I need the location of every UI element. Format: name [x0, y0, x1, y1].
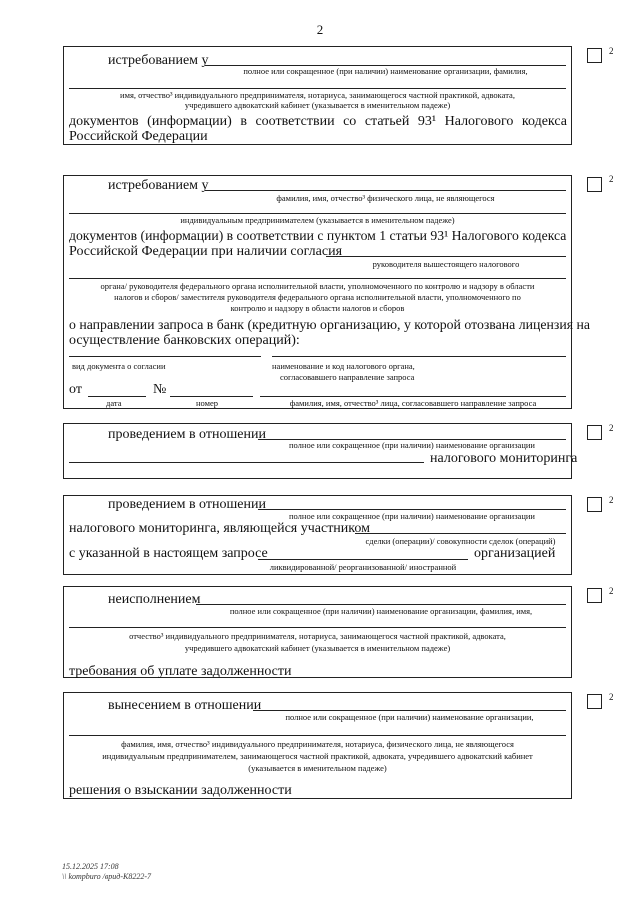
block2-from-label: от [69, 382, 82, 397]
block4-text-line-3a: с указанной в настоящем запросе [69, 546, 268, 561]
block5-caption-3: учредившего адвокатский кабинет (указывается в именительном падеже) [184, 643, 451, 653]
option-checkbox-5[interactable] [587, 588, 602, 603]
option-checkbox-4[interactable] [587, 497, 602, 512]
block4-text-line-3b: организацией [474, 546, 556, 561]
w: документов [69, 114, 139, 129]
checkbox-footnote-mark: 2 [609, 586, 614, 596]
block2-text-line-4: о направлении запроса в банк (кредитную организацию, у которой отозвана лицензия на [69, 317, 591, 332]
block1-caption-2: имя, отчество³ индивидуального предпринимателя, нотариуса, занимающегося частной практикой, адвоката, [120, 90, 515, 100]
w: Налогового [444, 114, 514, 129]
block2-caption-1: фамилия, имя, отчество³ физического лица, не являющегося [276, 193, 495, 203]
block1-lead-text: истребованием у [108, 53, 209, 68]
block4-org-type-field[interactable] [258, 559, 468, 560]
option-checkbox-1[interactable] [587, 48, 602, 63]
block1-caption-3: учредившего адвокатский кабинет (указывается в именительном падеже) [184, 100, 451, 110]
block1-caption-1: полное или сокращенное (при наличии) наименование организации, фамилия, [243, 66, 528, 76]
checkbox-footnote-mark: 2 [609, 46, 614, 56]
block2-caption-5: налогов и сборов/ заместителя руководителя федерального органа исполнительной власти, уполномоченного по [114, 292, 521, 302]
block2-caption-7: вид документа о согласии [72, 361, 166, 371]
block2-approver-field[interactable] [260, 396, 566, 397]
block4-caption-1: полное или сокращенное (при наличии) наименование организации [289, 511, 535, 521]
block2-caption-4: органа/ руководителя федерального органа исполнительной власти, уполномоченного по контролю и надзору в области [100, 281, 535, 291]
block2-consent-field-2[interactable] [69, 278, 566, 279]
w: (информации) [147, 114, 232, 129]
block2-person-field[interactable] [205, 190, 566, 191]
option-checkbox-2[interactable] [587, 177, 602, 192]
block1-name-field[interactable] [69, 88, 566, 89]
block2-date-field[interactable] [88, 396, 146, 397]
block2-lead-text: истребованием у [108, 178, 209, 193]
block4-text-line-2: налогового мониторинга, являющейся участником [69, 521, 370, 536]
block1-text-line-3: Российской Федерации [69, 129, 208, 144]
block6-caption-3: индивидуальным предпринимателем, занимающегося частной практикой, адвоката, учредившего адвокатский кабинет [102, 751, 533, 761]
block2-caption-3: руководителя вышестоящего налогового [372, 259, 520, 269]
w: соответствии [255, 114, 335, 129]
block2-caption-9: согласовавшего направление запроса [280, 372, 415, 382]
block3-text-line-2: налогового мониторинга [430, 451, 578, 466]
w: кодекса [521, 114, 567, 129]
w: статьей [364, 114, 410, 129]
block6-org-name-field[interactable] [253, 710, 566, 711]
block2-caption-2: индивидуальным предпринимателем (указывается в именительном падеже) [180, 215, 455, 225]
block5-text-line-2: требования об уплате задолженности [69, 664, 292, 679]
option-checkbox-3[interactable] [587, 425, 602, 440]
checkbox-footnote-mark: 2 [609, 692, 614, 702]
block2-person-field-2[interactable] [69, 213, 566, 214]
block6-lead-text: вынесением в отношении [108, 698, 262, 713]
block1-justified-line [69, 114, 567, 130]
block6-text-line-2: решения о взыскании задолженности [69, 783, 292, 798]
block2-caption-10: дата [106, 398, 122, 408]
block2-number-field[interactable] [170, 396, 253, 397]
checkbox-footnote-mark: 2 [609, 423, 614, 433]
block2-text-line-3: Российской Федерации при наличии согласия [69, 244, 343, 259]
block4-org-name-field[interactable] [258, 509, 566, 510]
block3-caption-1: полное или сокращенное (при наличии) наименование организации [289, 440, 535, 450]
block2-caption-6: контролю и надзору в области налогов и сборов [230, 303, 405, 313]
block2-doc-type-field[interactable] [69, 356, 261, 357]
page-number: 2 [316, 22, 324, 37]
option-checkbox-6[interactable] [587, 694, 602, 709]
block5-org-name-field[interactable] [196, 604, 566, 605]
block5-caption-2: отчество³ индивидуального предпринимателя, нотариуса, занимающегося частной практикой, адвоката, [129, 631, 506, 641]
block3-org-name-field-2[interactable] [69, 462, 424, 463]
block2-text-line-5: осуществление банковских операций): [69, 333, 300, 348]
w: в [240, 114, 247, 129]
checkbox-footnote-mark: 2 [609, 495, 614, 505]
block6-caption-2: фамилия, имя, отчество³ индивидуального предпринимателя, нотариуса, физического лица, не являющегося [121, 739, 514, 749]
block2-caption-12: фамилия, имя, отчество³ лица, согласовавшего направление запроса [289, 398, 537, 408]
block5-lead-text: неисполнением [108, 592, 201, 607]
block4-caption-2: сделки (операции)/ совокупности сделок (операций) [365, 536, 556, 546]
footer-timestamp: 15.12.2025 17:08 [62, 862, 119, 871]
block6-caption-4: (указывается в именительном падеже) [248, 763, 387, 773]
block4-lead-text: проведением в отношении [108, 497, 266, 512]
block5-caption-1: полное или сокращенное (при наличии) наименование организации, фамилия, имя, [229, 606, 533, 616]
block2-number-label: № [153, 382, 167, 397]
block3-lead-text: проведением в отношении [108, 427, 266, 442]
block6-caption-1: полное или сокращенное (при наличии) наименование организации, [285, 712, 534, 722]
block6-name-field[interactable] [69, 735, 566, 736]
block2-consent-field[interactable] [326, 256, 566, 257]
block5-name-field[interactable] [69, 627, 566, 628]
block2-text-line-2: документов (информации) в соответствии с пунктом 1 статьи 93¹ Налогового кодекса [69, 228, 567, 243]
block2-caption-8: наименование и код налогового органа, [272, 361, 415, 371]
footer-file-path: \\ kompburo /врид-K8222-7 [62, 872, 151, 881]
block4-caption-3: ликвидированной/ реорганизованной/ иностранной [269, 562, 457, 572]
block2-caption-11: номер [196, 398, 219, 408]
checkbox-footnote-mark: 2 [609, 174, 614, 184]
block4-deal-field[interactable] [355, 533, 566, 534]
w: со [343, 114, 357, 129]
block2-tax-authority-field[interactable] [272, 356, 566, 357]
w: 93¹ [417, 114, 437, 129]
